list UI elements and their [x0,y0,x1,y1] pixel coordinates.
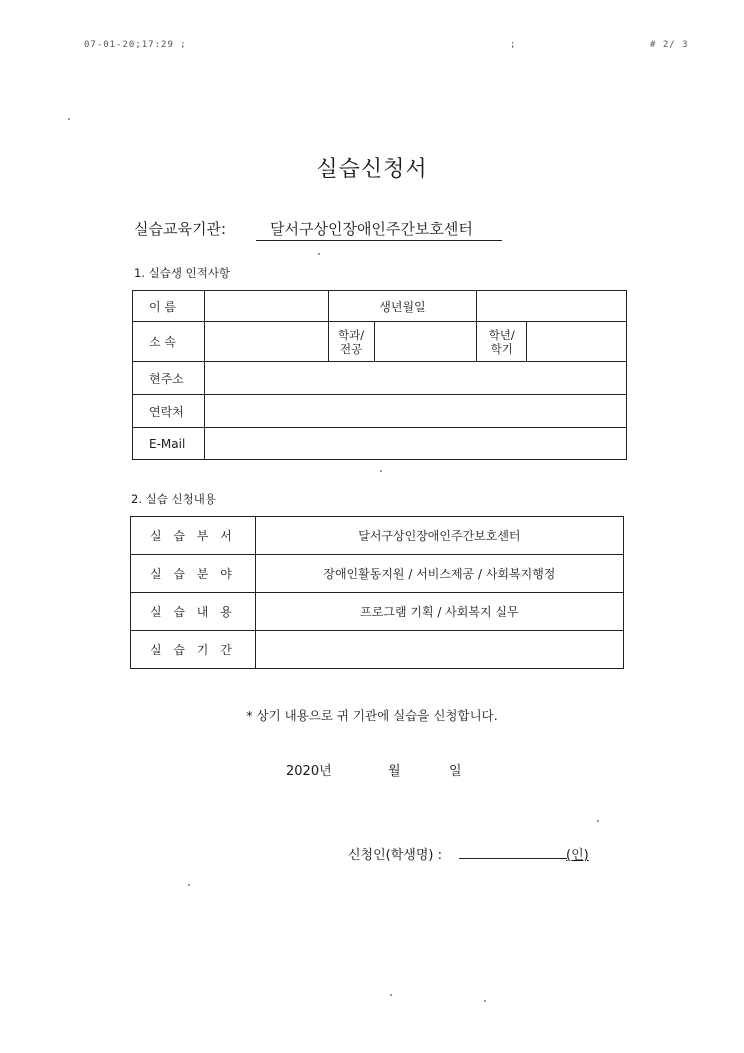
field-label: 실 습 분 야 [131,555,256,593]
content-label: 실 습 내 용 [131,593,256,631]
date-month: 월 [388,764,401,779]
applicant-signature-line[interactable] [459,858,567,859]
institution-label: 실습교육기관: [134,220,226,238]
scan-speck [318,253,320,255]
date-day: 일 [449,764,462,779]
major-label-line2: 전공 [339,341,363,356]
applicant-label: 신청인(학생명) : [348,848,443,863]
table-row [131,517,624,555]
fax-header-left: 07-01-20;17:29 ; [84,40,187,50]
grade-label-line1: 학년/ [488,327,515,342]
field-value: 장애인활동지원 / 서비스제공 / 사회복지행정 [255,555,623,593]
major-label [328,322,374,362]
affiliation-field[interactable] [204,322,328,362]
period-label: 실 습 기 간 [131,631,256,669]
document-title: 실습신청서 [316,157,428,182]
institution-value: 달서구상인장애인주간보호센터 [256,218,502,241]
section1-heading: 1. 실습생 인적사항 [134,266,231,280]
fax-header-right: # 2/ 3 [650,40,689,50]
affiliation-label: 소 속 [133,322,205,362]
seal-mark: (인) [566,848,589,863]
section2-heading: 2. 실습 신청내용 [131,492,216,506]
department-value: 달서구상인장애인주간보호센터 [255,517,623,555]
scan-speck [390,994,392,996]
application-note: * 상기 내용으로 귀 기관에 실습을 신청합니다. [246,708,498,723]
period-field[interactable] [255,631,623,669]
scan-speck [188,884,190,886]
department-label: 실 습 부 서 [131,517,256,555]
grade-field[interactable] [527,322,627,362]
address-label: 현주소 [133,362,205,395]
name-label: 이 름 [133,291,205,322]
major-field[interactable] [374,322,477,362]
grade-label-line2: 학기 [490,341,513,356]
training-request-table [130,516,624,669]
name-field[interactable] [204,291,328,322]
scan-speck [597,820,599,822]
birth-field[interactable] [477,291,627,322]
major-label-line1: 학과/ [338,327,365,342]
scan-speck [68,118,70,120]
contact-field[interactable] [204,395,626,428]
scan-speck [484,1000,486,1002]
fax-header-middle: ; [510,40,517,50]
contact-label: 연락처 [133,395,205,428]
personal-info-table [132,290,627,460]
email-field[interactable] [204,428,626,460]
email-label: E-Mail [133,428,205,460]
table-row [131,593,624,631]
birth-label: 생년월일 [328,291,477,322]
scan-speck [380,470,382,472]
table-row [131,555,624,593]
content-value: 프로그램 기획 / 사회복지 실무 [255,593,623,631]
table-row [131,631,624,669]
date-year: 2020년 [286,764,332,779]
address-field[interactable] [204,362,626,395]
grade-label [477,322,527,362]
